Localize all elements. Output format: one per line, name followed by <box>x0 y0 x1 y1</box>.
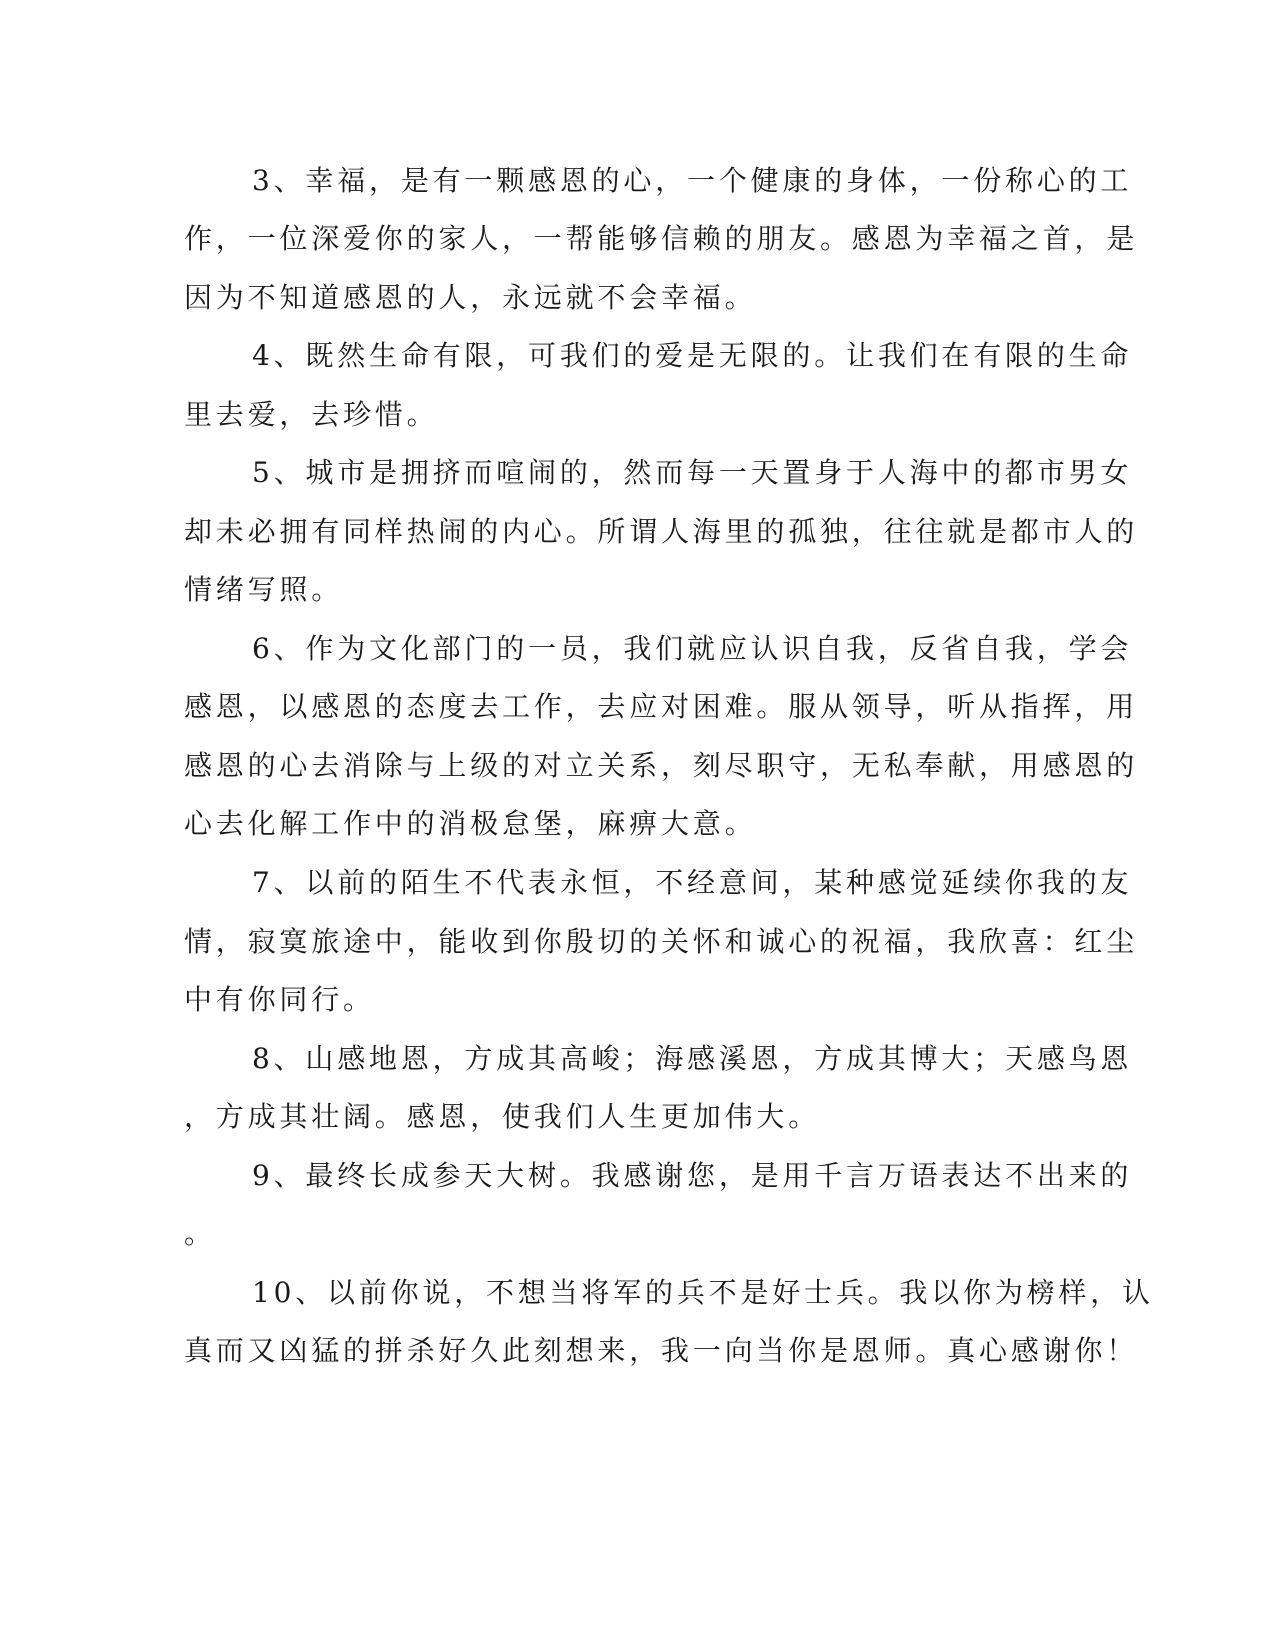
paragraph-3-line-3: 因为不知道感恩的人，永远就不会幸福。 <box>184 281 757 314</box>
paragraph-10-line-1: 10、以前你说，不想当将军的兵不是好士兵。我以你为榜样，认 <box>252 1276 1154 1309</box>
paragraph-4-line-1: 4、既然生命有限，可我们的爱是无限的。让我们在有限的生命 <box>252 339 1133 372</box>
paragraph-9-line-2: 。 <box>184 1217 216 1250</box>
paragraph-3-line-1: 3、幸福，是有一颗感恩的心，一个健康的身体，一份称心的工 <box>252 164 1133 197</box>
paragraph-6-line-2: 感恩，以感恩的态度去工作，去应对困难。服从领导，听从指挥，用 <box>184 690 1139 723</box>
paragraph-5-line-1: 5、城市是拥挤而喧闹的，然而每一天置身于人海中的都市男女 <box>252 456 1133 489</box>
paragraph-10-line-2: 真而又凶猛的拼杀好久此刻想来，我一向当你是恩师。真心感谢你！ <box>184 1334 1139 1367</box>
paragraph-4-line-2: 里去爱，去珍惜。 <box>184 398 439 431</box>
paragraph-3-line-2: 作，一位深爱你的家人，一帮能够信赖的朋友。感恩为幸福之首，是 <box>184 222 1139 255</box>
paragraph-7-line-2: 情，寂寞旅途中，能收到你殷切的关怀和诚心的祝福，我欣喜：红尘 <box>184 925 1139 958</box>
paragraph-7-line-3: 中有你同行。 <box>184 983 375 1016</box>
paragraph-5-line-2: 却未必拥有同样热闹的内心。所谓人海里的孤独，往往就是都市人的 <box>184 515 1139 548</box>
paragraph-6-line-3: 感恩的心去消除与上级的对立关系，刻尽职守，无私奉献，用感恩的 <box>184 749 1139 782</box>
paragraph-6-line-1: 6、作为文化部门的一员，我们就应认识自我，反省自我，学会 <box>252 632 1133 665</box>
paragraph-8-line-1: 8、山感地恩，方成其高峻；海感溪恩，方成其博大；天感鸟恩 <box>252 1042 1133 1075</box>
paragraph-9-line-1: 9、最终长成参天大树。我感谢您，是用千言万语表达不出来的 <box>252 1159 1133 1192</box>
paragraph-5-line-3: 情绪写照。 <box>184 573 344 606</box>
paragraph-7-line-1: 7、以前的陌生不代表永恒，不经意间，某种感觉延续你我的友 <box>252 866 1133 899</box>
paragraph-6-line-4: 心去化解工作中的消极怠堡，麻痹大意。 <box>184 807 757 840</box>
paragraph-8-line-2: ，方成其壮阔。感恩，使我们人生更加伟大。 <box>184 1100 821 1133</box>
